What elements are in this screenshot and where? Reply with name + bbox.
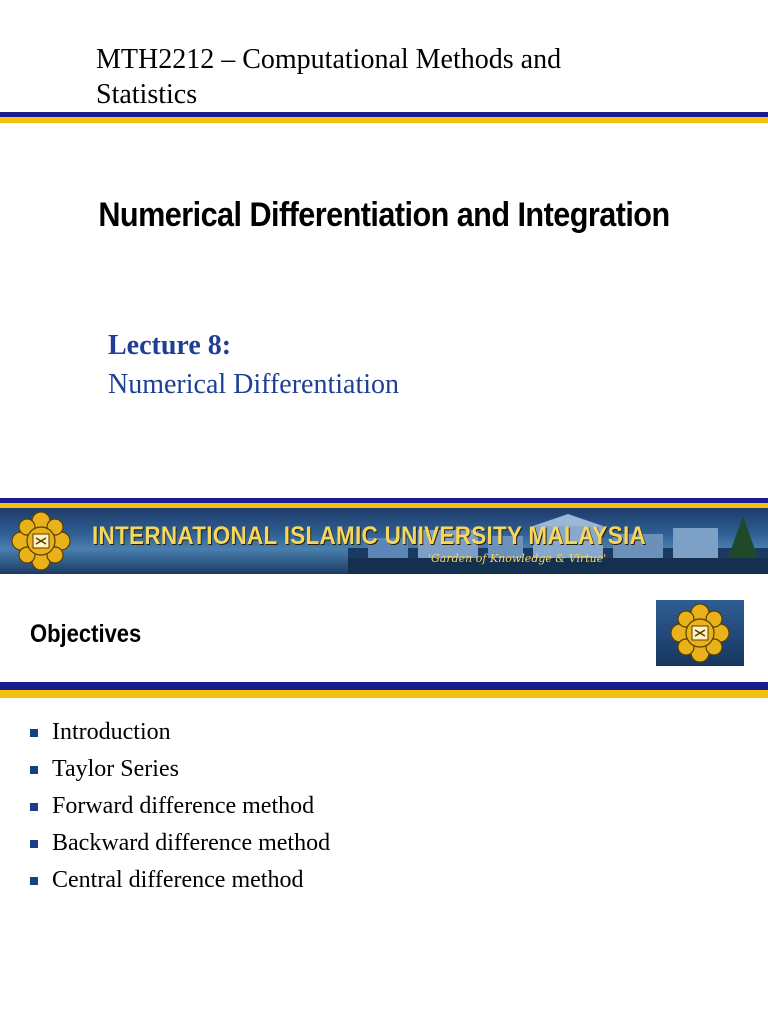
iium-emblem-icon	[10, 510, 72, 572]
university-motto: 'Garden of Knowledge & Virtue'	[428, 552, 607, 565]
section-stripe-blue	[0, 682, 768, 690]
header-stripe-gold	[0, 117, 768, 123]
section-title: Objectives	[30, 620, 142, 648]
list-item	[30, 718, 330, 755]
bullet-square-icon	[30, 840, 38, 848]
course-title: MTH2212 – Computational Methods and Statistics	[96, 44, 562, 110]
university-banner	[0, 508, 768, 574]
objectives-slide	[0, 498, 768, 1024]
list-item-text: Taylor Series	[52, 756, 179, 782]
list-item-text: Backward difference method	[52, 830, 331, 856]
objectives-list	[30, 718, 330, 903]
bullet-square-icon	[30, 877, 38, 885]
list-item-text: Central difference method	[52, 867, 304, 893]
list-item	[30, 792, 330, 829]
list-item	[30, 755, 330, 792]
list-item-text: Forward difference method	[52, 793, 315, 819]
university-name: INTERNATIONAL ISLAMIC UNIVERSITY MALAYSIA	[92, 522, 647, 550]
main-title: Numerical Differentiation and Integration	[98, 196, 670, 234]
lecture-name: Numerical Differentiation	[108, 369, 400, 400]
iium-emblem-icon	[669, 602, 731, 664]
list-item	[30, 829, 330, 866]
list-item-text: Introduction	[52, 719, 171, 745]
section-stripe-gold	[0, 690, 768, 698]
bullet-square-icon	[30, 803, 38, 811]
bullet-square-icon	[30, 766, 38, 774]
bullet-square-icon	[30, 729, 38, 737]
list-item	[30, 866, 330, 903]
university-logo	[656, 600, 744, 666]
title-slide	[0, 0, 768, 498]
lecture-label: Lecture 8:	[108, 330, 232, 361]
